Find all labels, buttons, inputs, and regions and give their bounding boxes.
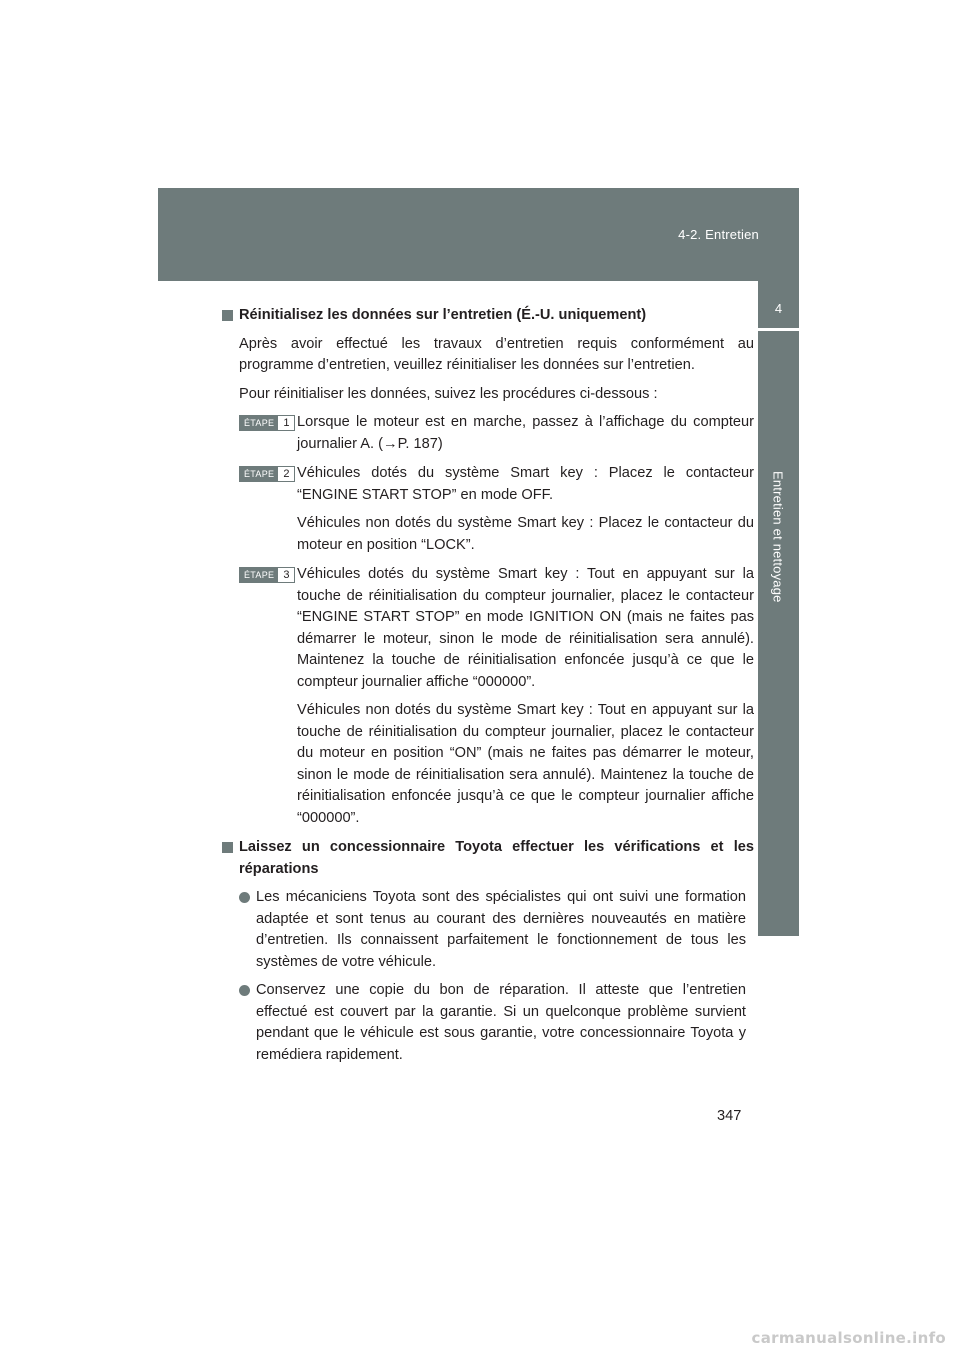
- heading-text: Laissez un concessionnaire Toyota effectuer les vérifications et les réparations: [239, 839, 754, 877]
- list-item: [222, 887, 754, 973]
- section-heading: [222, 837, 754, 880]
- watermark: carmanualsonline.info: [751, 1329, 946, 1347]
- list-item-text: Les mécaniciens Toyota sont des spécialistes qui ont suivi une formation adaptée et sont tenus au courant des dernières nouveautés en matière d’entretien. Ils connaissent parfaitement le fonctionnement de tous les systèmes de votre véhicule.: [256, 889, 746, 970]
- chapter-side-tab: [758, 281, 799, 936]
- header-band: [158, 188, 799, 281]
- instruction-paragraph: Pour réinitialiser les données, suivez les procédures ci-dessous :: [239, 385, 658, 402]
- step-1: [222, 412, 754, 455]
- chapter-number: 4: [774, 301, 783, 316]
- step-3: [222, 564, 754, 829]
- section-label: 4-2. Entretien: [678, 227, 759, 242]
- heading-text: Réinitialisez les données sur l’entretien (É.-U. uniquement): [239, 307, 647, 323]
- step-badge-number: 1: [278, 416, 294, 430]
- step-2: [222, 463, 754, 556]
- main-content: [222, 305, 754, 1073]
- step-text: Véhicules non dotés du système Smart key : Tout en appuyant sur la touche de réinitialisation du compteur journalier, placez le contacteur du moteur en position “ON” (mais ne faites pas démarrer le moteur, sinon le mode de réinitialisation sera annulé). Maintenez la touche de réinitialisation enfoncée jusqu’à ce que le compteur journalier affiche “000000”.: [297, 702, 754, 826]
- step-badge-number: 3: [278, 568, 294, 582]
- step-badge: [239, 466, 295, 482]
- step-text: Véhicules non dotés du système Smart key : Placez le contacteur du moteur en position “LOCK”.: [297, 515, 754, 553]
- list-item-text: Conservez une copie du bon de réparation. Il atteste que l’entretien effectué est couvert par la garantie. Si un quelconque problème survient pendant que le véhicule est sous garantie, votre concessionnaire Toyota y remédiera rapidement.: [256, 982, 746, 1063]
- step-text: Véhicules dotés du système Smart key : Tout en appuyant sur la touche de réinitialisation du compteur journalier, placez le contacteur “ENGINE START STOP” en mode IGNITION ON (mais ne faites pas démarrer le moteur, sinon le mode de réinitialisation sera annulé). Maintenez la touche de réinitialisation enfoncée jusqu’à ce que le compteur journalier affiche “000000”.: [297, 566, 754, 690]
- intro-paragraph: Après avoir effectué les travaux d’entretien requis conformément au programme d’entretien, veuillez réinitialiser les données sur l’entretien.: [239, 335, 754, 373]
- step-badge: [239, 415, 295, 431]
- square-bullet-icon: [222, 842, 233, 853]
- step-badge-label: ÉTAPE: [240, 568, 278, 582]
- page-number: 347: [717, 1108, 742, 1124]
- section-heading: [222, 305, 754, 327]
- step-badge-label: ÉTAPE: [240, 467, 278, 481]
- square-bullet-icon: [222, 310, 233, 321]
- step-text: Lorsque le moteur est en marche, passez à l’affichage du compteur journalier A. (→P. 187): [297, 414, 754, 452]
- step-badge-label: ÉTAPE: [240, 416, 278, 430]
- circle-bullet-icon: [239, 892, 250, 903]
- tab-divider: [758, 328, 799, 331]
- circle-bullet-icon: [239, 985, 250, 996]
- step-badge-number: 2: [278, 467, 294, 481]
- list-item: [222, 980, 754, 1066]
- step-text: Véhicules dotés du système Smart key : Placez le contacteur “ENGINE START STOP” en mode OFF.: [297, 465, 754, 503]
- chapter-title: Entretien et nettoyage: [770, 471, 786, 603]
- step-badge: [239, 567, 295, 583]
